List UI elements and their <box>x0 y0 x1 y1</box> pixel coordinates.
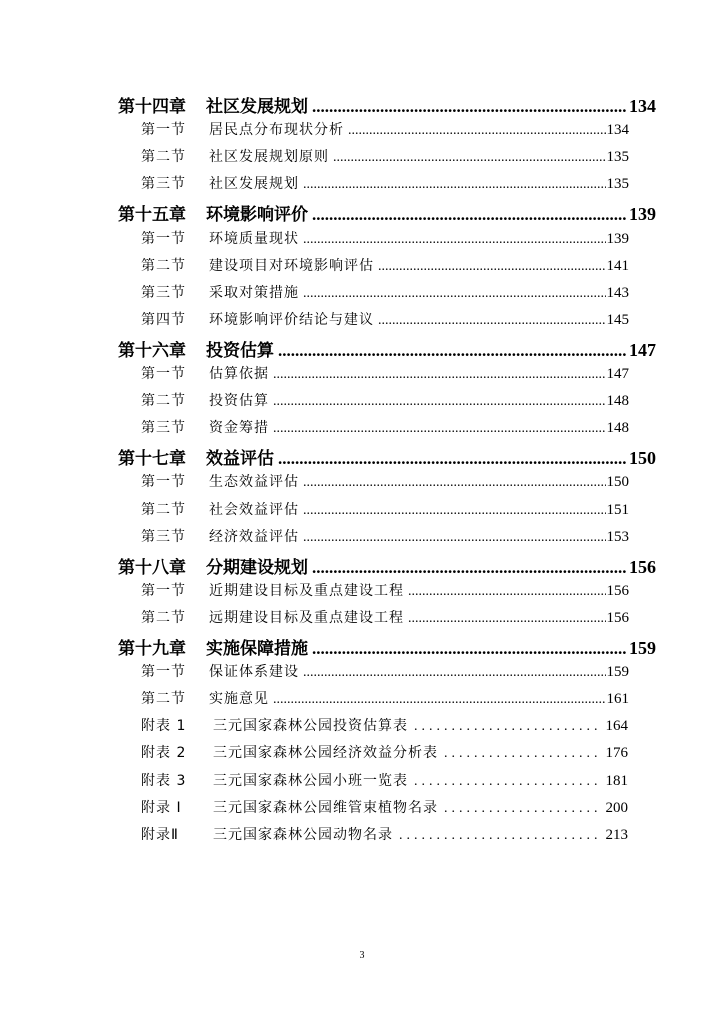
toc-entry-title: 经济效益评估 <box>209 528 299 545</box>
toc-entry-page: 153 <box>606 528 629 545</box>
toc-appendix-entry[interactable] <box>141 742 628 768</box>
toc-chapter-entry[interactable] <box>118 200 656 226</box>
toc-entry-label: 第一节 <box>141 664 186 681</box>
toc-dot-leader <box>303 530 606 546</box>
toc-entry-page: 159 <box>629 638 656 658</box>
toc-entry-page: 161 <box>606 691 629 708</box>
toc-section-entry[interactable] <box>141 607 629 633</box>
toc-entry-title: 环境影响评价 <box>206 205 308 226</box>
toc-entry-title: 三元国家森林公园经济效益分析表 <box>213 745 438 762</box>
toc-entry-label: 第三节 <box>141 420 186 437</box>
toc-dot-leader <box>312 205 627 225</box>
toc-dot-leader <box>312 97 627 117</box>
toc-entry-page: 145 <box>606 311 629 328</box>
toc-entry-page: 156 <box>606 582 629 599</box>
toc-entry-title: 采取对策措施 <box>209 284 299 301</box>
toc-entry-label: 附表 3 <box>141 772 187 789</box>
toc-appendix-entry[interactable] <box>141 770 628 796</box>
toc-entry-label: 第一节 <box>141 582 186 599</box>
toc-entry-title: 社会效益评估 <box>209 501 299 518</box>
toc-section-entry[interactable] <box>141 580 629 606</box>
toc-entry-page: 135 <box>606 149 629 166</box>
toc-entry-page: 147 <box>629 339 656 360</box>
toc-entry-label: 第二节 <box>141 501 186 518</box>
toc-entry-label: 第一节 <box>141 122 186 139</box>
toc-dot-leader <box>273 692 606 708</box>
toc-entry-label: 第十七章 <box>118 449 186 470</box>
toc-dot-leader <box>312 558 627 578</box>
toc-dot-leader <box>408 584 606 600</box>
toc-entry-title: 保证体系建设 <box>209 664 299 681</box>
toc-entry-title: 近期建设目标及重点建设工程 <box>209 582 404 599</box>
toc-entry-title: 社区发展规划 <box>209 176 299 193</box>
toc-entry-title: 远期建设目标及重点建设工程 <box>209 609 404 626</box>
toc-entry-page: 148 <box>606 420 629 437</box>
toc-section-entry[interactable] <box>141 417 629 443</box>
toc-entry-label: 第一节 <box>141 474 186 491</box>
toc-entry-title: 资金筹措 <box>209 420 269 437</box>
toc-entry-title: 三元国家森林公园小班一览表 <box>213 772 408 789</box>
toc-section-entry[interactable] <box>141 499 629 525</box>
toc-chapter-entry[interactable] <box>118 634 656 660</box>
toc-entry-label: 第二节 <box>141 393 186 410</box>
toc-entry-label: 第二节 <box>141 609 186 626</box>
toc-dot-leader <box>303 286 606 302</box>
toc-section-entry[interactable] <box>141 173 629 199</box>
toc-chapter-entry[interactable] <box>118 336 656 362</box>
toc-entry-title: 三元国家森林公园动物名录 <box>213 826 393 843</box>
toc-entry-label: 第二节 <box>141 149 186 166</box>
toc-dot-leader <box>303 475 606 491</box>
toc-entry-page: 134 <box>606 122 629 139</box>
toc-entry-page: 148 <box>606 393 629 410</box>
toc-entry-label: 附录 I <box>141 799 182 816</box>
toc-entry-title: 社区发展规划 <box>206 97 308 117</box>
toc-dot-leader <box>444 801 598 817</box>
toc-entry-page: 181 <box>605 772 628 789</box>
toc-dot-leader <box>273 421 606 437</box>
toc-entry-title: 三元国家森林公园维管束植物名录 <box>213 799 438 816</box>
toc-appendix-entry[interactable] <box>141 797 628 823</box>
toc-dot-leader <box>444 746 598 762</box>
toc-entry-page: 139 <box>629 204 656 225</box>
toc-entry-title: 社区发展规划原则 <box>209 149 329 166</box>
toc-entry-title: 建设项目对环境影响评估 <box>209 257 374 274</box>
toc-entry-title: 实施保障措施 <box>206 639 308 659</box>
toc-section-entry[interactable] <box>141 526 629 552</box>
toc-chapter-entry[interactable] <box>118 444 656 470</box>
toc-section-entry[interactable] <box>141 282 629 308</box>
toc-dot-leader <box>278 449 627 469</box>
toc-entry-title: 投资估算 <box>206 340 274 361</box>
toc-dot-leader <box>414 774 598 790</box>
toc-dot-leader <box>333 150 606 166</box>
toc-entry-label: 第二节 <box>141 691 186 708</box>
toc-entry-page: 150 <box>629 448 656 469</box>
toc-dot-leader <box>303 665 606 681</box>
toc-chapter-entry[interactable] <box>118 553 656 579</box>
toc-entry-page: 164 <box>605 718 628 735</box>
toc-section-entry[interactable] <box>141 119 629 145</box>
toc-section-entry[interactable] <box>141 661 629 687</box>
toc-entry-page: 147 <box>606 366 629 382</box>
toc-dot-leader <box>278 341 627 361</box>
toc-entry-title: 效益评估 <box>206 449 274 470</box>
toc-dot-leader <box>303 232 606 248</box>
toc-entry-page: 176 <box>605 745 628 762</box>
toc-entry-page: 150 <box>606 474 629 491</box>
toc-entry-page: 135 <box>606 176 629 193</box>
page-number: 3 <box>359 950 365 961</box>
toc-entry-label: 附表 1 <box>141 718 187 735</box>
toc-entry-label: 第三节 <box>141 284 186 301</box>
toc-dot-leader <box>273 367 606 383</box>
toc-entry-title: 投资估算 <box>209 393 269 410</box>
toc-entry-page: 141 <box>606 257 629 274</box>
toc-entry-label: 第一节 <box>141 230 186 247</box>
toc-dot-leader <box>414 719 598 735</box>
toc-section-entry[interactable] <box>141 471 629 497</box>
toc-entry-label: 第十四章 <box>118 97 186 117</box>
toc-section-entry[interactable] <box>141 363 629 389</box>
toc-dot-leader <box>312 639 627 659</box>
toc-section-entry[interactable] <box>141 255 629 281</box>
toc-dot-leader <box>378 313 606 329</box>
toc-entry-title: 环境影响评价结论与建议 <box>209 311 374 328</box>
toc-dot-leader <box>408 611 606 627</box>
toc-entry-title: 生态效益评估 <box>209 474 299 491</box>
toc-section-entry[interactable] <box>141 309 629 335</box>
toc-chapter-entry[interactable] <box>118 92 656 118</box>
toc-entry-page: 159 <box>606 664 629 681</box>
toc-dot-leader <box>303 177 606 193</box>
toc-section-entry[interactable] <box>141 390 629 416</box>
toc-entry-label: 第十九章 <box>118 639 186 659</box>
toc-entry-label: 第一节 <box>141 366 186 382</box>
toc-dot-leader <box>378 259 606 275</box>
toc-entry-page: 143 <box>606 284 629 301</box>
toc-entry-page: 151 <box>606 501 629 518</box>
toc-entry-page: 139 <box>606 230 629 247</box>
toc-entry-label: 第二节 <box>141 257 186 274</box>
toc-entry-title: 环境质量现状 <box>209 230 299 247</box>
toc-entry-label: 第十六章 <box>118 340 186 361</box>
toc-entry-label: 第四节 <box>141 311 186 328</box>
toc-section-entry[interactable] <box>141 688 629 714</box>
toc-dot-leader <box>348 123 606 139</box>
toc-entry-title: 实施意见 <box>209 691 269 708</box>
toc-entry-label: 第三节 <box>141 176 186 193</box>
toc-appendix-entry[interactable] <box>141 824 628 850</box>
toc-dot-leader <box>399 828 598 844</box>
toc-appendix-entry[interactable] <box>141 715 628 741</box>
toc-entry-page: 134 <box>629 96 656 116</box>
toc-entry-title: 居民点分布现状分析 <box>209 122 344 139</box>
toc-entry-page: 200 <box>605 799 628 816</box>
toc-entry-page: 156 <box>629 556 656 577</box>
toc-entry-page: 156 <box>606 609 629 626</box>
toc-entry-label: 附表 2 <box>141 745 187 762</box>
toc-entry-page: 213 <box>605 826 628 843</box>
toc-entry-title: 分期建设规划 <box>206 557 308 578</box>
toc-section-entry[interactable] <box>141 228 629 254</box>
toc-entry-label: 第十五章 <box>118 205 186 226</box>
toc-entry-label: 第十八章 <box>118 557 186 578</box>
toc-dot-leader <box>273 394 606 410</box>
toc-entry-title: 估算依据 <box>209 366 269 382</box>
toc-dot-leader <box>303 503 606 519</box>
toc-entry-label: 附录Ⅱ <box>141 826 179 843</box>
toc-section-entry[interactable] <box>141 146 629 172</box>
toc-entry-label: 第三节 <box>141 528 186 545</box>
toc-entry-title: 三元国家森林公园投资估算表 <box>213 718 408 735</box>
